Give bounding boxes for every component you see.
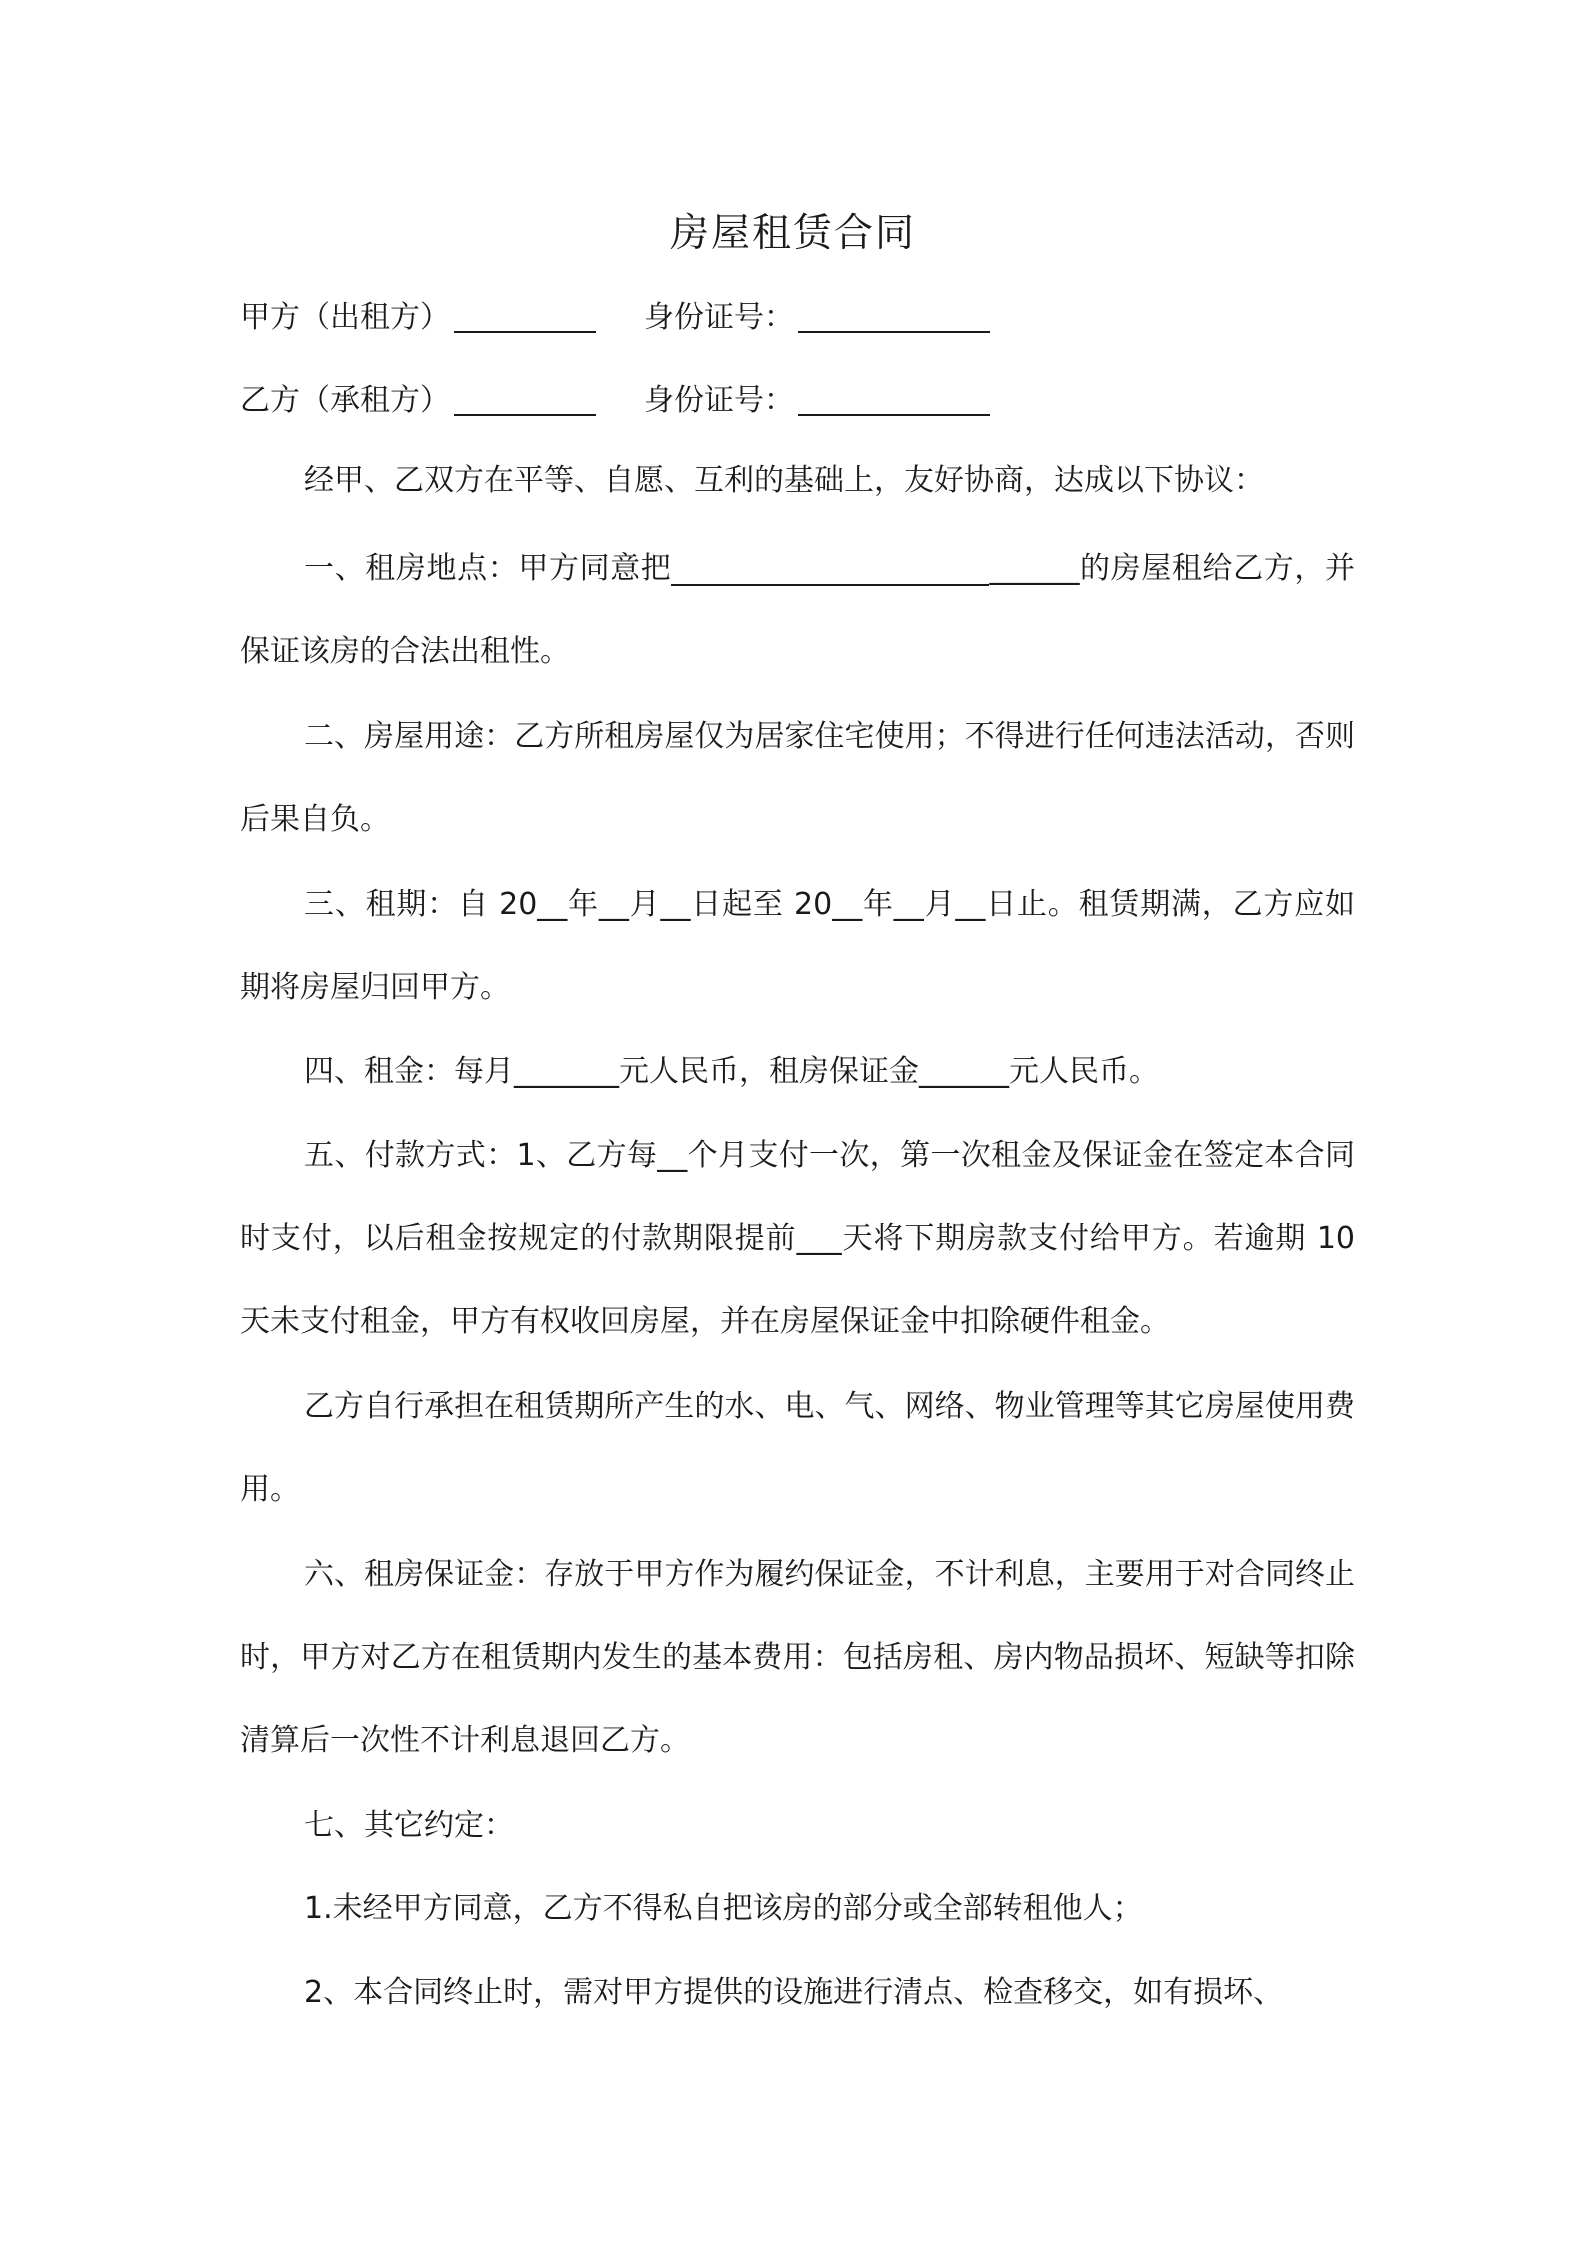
clause-1-text-after: ______的房屋租给乙方，并保证该房的合法出租性。 xyxy=(240,551,1356,669)
party-a-label: 甲方（出租方） xyxy=(240,300,450,335)
party-a-name-blank xyxy=(454,301,596,333)
document-title: 房屋租赁合同 xyxy=(669,211,916,256)
clause-6: 六、租房保证金：存放于甲方作为履约保证金，不计利息，主要用于对合同终止时，甲方对乙方在租赁期内发生的基本费用：包括房租、房内物品损坏、短缺等扣除清算后一次性不计利息退回乙方。 xyxy=(240,1557,1355,1758)
party-a-id-label: 身份证号： xyxy=(644,300,794,335)
clause-5-utilities: 乙方自行承担在租赁期所产生的水、电、气、网络、物业管理等其它房屋使用费用。 xyxy=(240,1389,1355,1507)
intro-paragraph: 经甲、乙双方在平等、自愿、互利的基础上，友好协商，达成以下协议： xyxy=(304,463,1264,498)
clause-1 xyxy=(240,527,1355,693)
clause-7-item-2: 2、本合同终止时，需对甲方提供的设施进行清点、检查移交，如有损坏、 xyxy=(304,1975,1284,2010)
party-b-line xyxy=(240,375,990,419)
party-b-label: 乙方（承租方） xyxy=(240,383,450,418)
clause-4: 四、租金：每月_______元人民币，租房保证金______元人民币。 xyxy=(304,1054,1159,1089)
party-b-name-blank xyxy=(454,384,596,416)
party-a-line xyxy=(240,292,990,336)
clause-1-text-before: 一、租房地点：甲方同意把 xyxy=(304,551,672,586)
clause-7-heading: 七、其它约定： xyxy=(304,1808,514,1843)
party-a-id-blank xyxy=(798,301,990,333)
clause-7-item-1: 1.未经甲方同意，乙方不得私自把该房的部分或全部转租他人； xyxy=(304,1891,1143,1926)
address-blank xyxy=(671,550,989,586)
clause-3: 三、租期：自 20__年__月__日起至 20__年__月__日止。租赁期满，乙方应如期将房屋归回甲方。 xyxy=(240,887,1355,1005)
clause-5: 五、付款方式：1、乙方每__个月支付一次，第一次租金及保证金在签定本合同时支付，以后租金按规定的付款期限提前___天将下期房款支付给甲方。若逾期 10 天未支付租金，甲方有权收回房屋，并在房屋保证金中扣除硬件租金。 xyxy=(240,1138,1355,1339)
party-b-id-label: 身份证号： xyxy=(644,383,794,418)
clause-2: 二、房屋用途：乙方所租房屋仅为居家住宅使用；不得进行任何违法活动，否则后果自负。 xyxy=(240,719,1355,837)
party-b-id-blank xyxy=(798,384,990,416)
